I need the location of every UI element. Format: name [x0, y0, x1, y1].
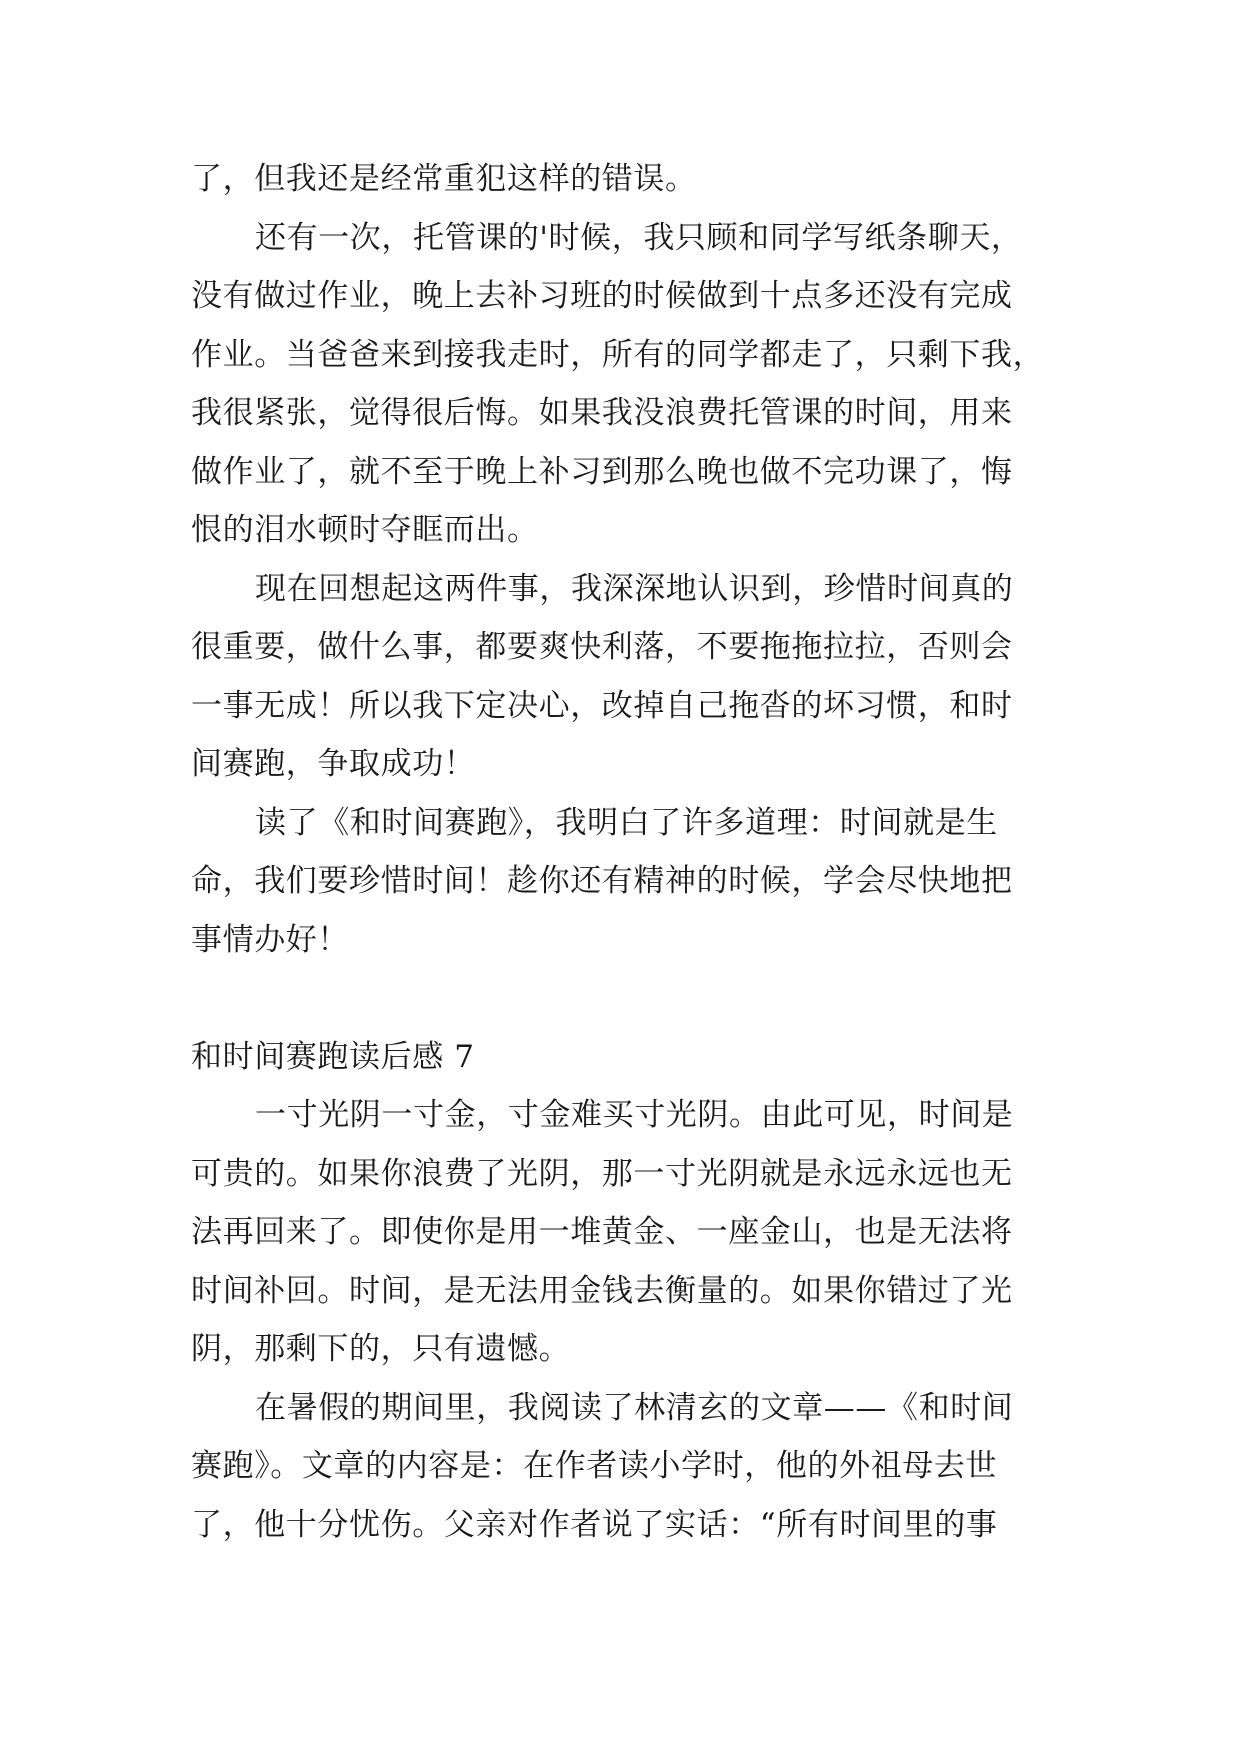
paragraph-start: 还有一次，托管课的'时候，我只顾和同学写纸条聊天， [255, 219, 1023, 256]
text-line: 一事无成！所以我下定决心，改掉自己拖沓的坏习惯，和时 [191, 687, 1013, 724]
text-line: 间赛跑，争取成功！ [191, 746, 476, 782]
text-line: 恨的泪水顿时夺眶而出。 [191, 512, 539, 548]
paragraph-start: 一寸光阴一寸金，寸金难买寸光阴。由此可见，时间是 [255, 1097, 1014, 1133]
text-line: 了，但我还是经常重犯这样的错误。 [191, 161, 697, 197]
text-line: 法再回来了。即使你是用一堆黄金、一座金山，也是无法将 [191, 1214, 1013, 1250]
text-line: 时间补回。时间，是无法用金钱去衡量的。如果你错过了光 [191, 1272, 1013, 1309]
text-line: 事情办好！ [191, 921, 349, 958]
document-body [191, 150, 1071, 1554]
paragraph-start: 现在回想起这两件事，我深深地认识到，珍惜时间真的 [255, 570, 1014, 607]
text-line: 阴，那剩下的，只有遗憾。 [191, 1331, 571, 1367]
text-line: 赛跑》。文章的内容是：在作者读小学时，他的外祖母去世 [191, 1448, 998, 1484]
text-line: 很重要，做什么事，都要爽快利落，不要拖拖拉拉，否则会 [191, 629, 1013, 665]
text-line: 可贵的。如果你浪费了光阴，那一寸光阴就是永远永远也无 [191, 1155, 1013, 1192]
text-line: 命，我们要珍惜时间！趁你还有精神的时候，学会尽快地把 [191, 863, 1013, 899]
section-gap [191, 969, 1071, 1028]
paragraph-start: 读了《和时间赛跑》，我明白了许多道理：时间就是生 [255, 804, 998, 841]
text-line: 做作业了，就不至于晚上补习到那么晚也做不完功课了，悔 [191, 453, 1013, 490]
text-line: 没有做过作业，晚上去补习班的时候做到十点多还没有完成 [191, 278, 1013, 314]
text-line: 了，他十分忧伤。父亲对作者说了实话：“所有时间里的事 [191, 1506, 998, 1543]
section-heading: 和时间赛跑读后感 7 [191, 1038, 475, 1075]
text-line: 我很紧张，觉得很后悔。如果我没浪费托管课的时间，用来 [191, 395, 1013, 431]
text-line: 作业。当爸爸来到接我走时，所有的同学都走了，只剩下我， [191, 336, 1045, 373]
paragraph-start: 在暑假的期间里，我阅读了林清玄的文章——《和时间 [255, 1389, 1014, 1426]
